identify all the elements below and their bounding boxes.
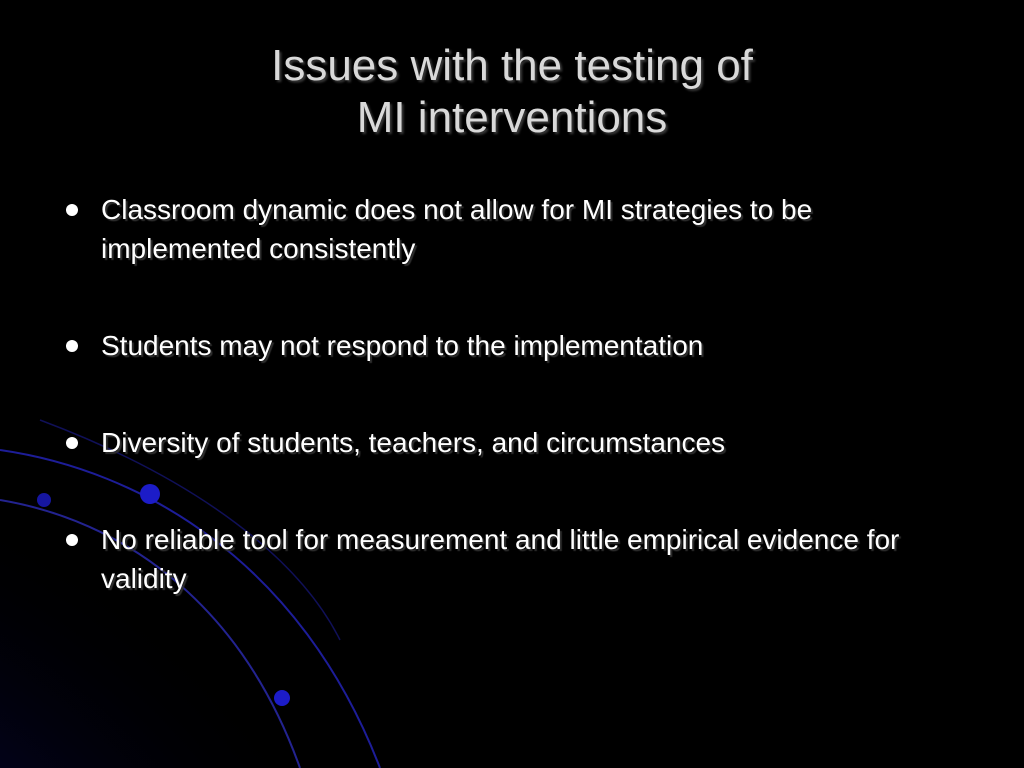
bullet-text: Diversity of students, teachers, and circumstances bbox=[101, 427, 726, 458]
slide-title bbox=[0, 40, 1024, 144]
bullet-dot-icon bbox=[66, 534, 78, 546]
slide-title-line: Issues with the testing of bbox=[271, 41, 753, 90]
slide-title-line: MI interventions bbox=[356, 93, 668, 142]
bullet-text: Students may not respond to the implementation bbox=[101, 330, 704, 361]
bullet-item bbox=[64, 423, 944, 462]
bullet-item bbox=[64, 326, 944, 365]
bullet-dot-icon bbox=[66, 437, 78, 449]
swirl-dot bbox=[274, 690, 290, 706]
bullet-item bbox=[64, 190, 944, 268]
bullet-list bbox=[64, 190, 944, 598]
swirl-dot bbox=[37, 493, 51, 507]
bullet-dot-icon bbox=[66, 204, 78, 216]
bullet-dot-icon bbox=[66, 340, 78, 352]
bullet-text: No reliable tool for measurement and little empirical evidence for validity bbox=[101, 524, 900, 594]
bullet-text: Classroom dynamic does not allow for MI strategies to be implemented consistently bbox=[101, 194, 813, 264]
bullet-item bbox=[64, 520, 944, 598]
